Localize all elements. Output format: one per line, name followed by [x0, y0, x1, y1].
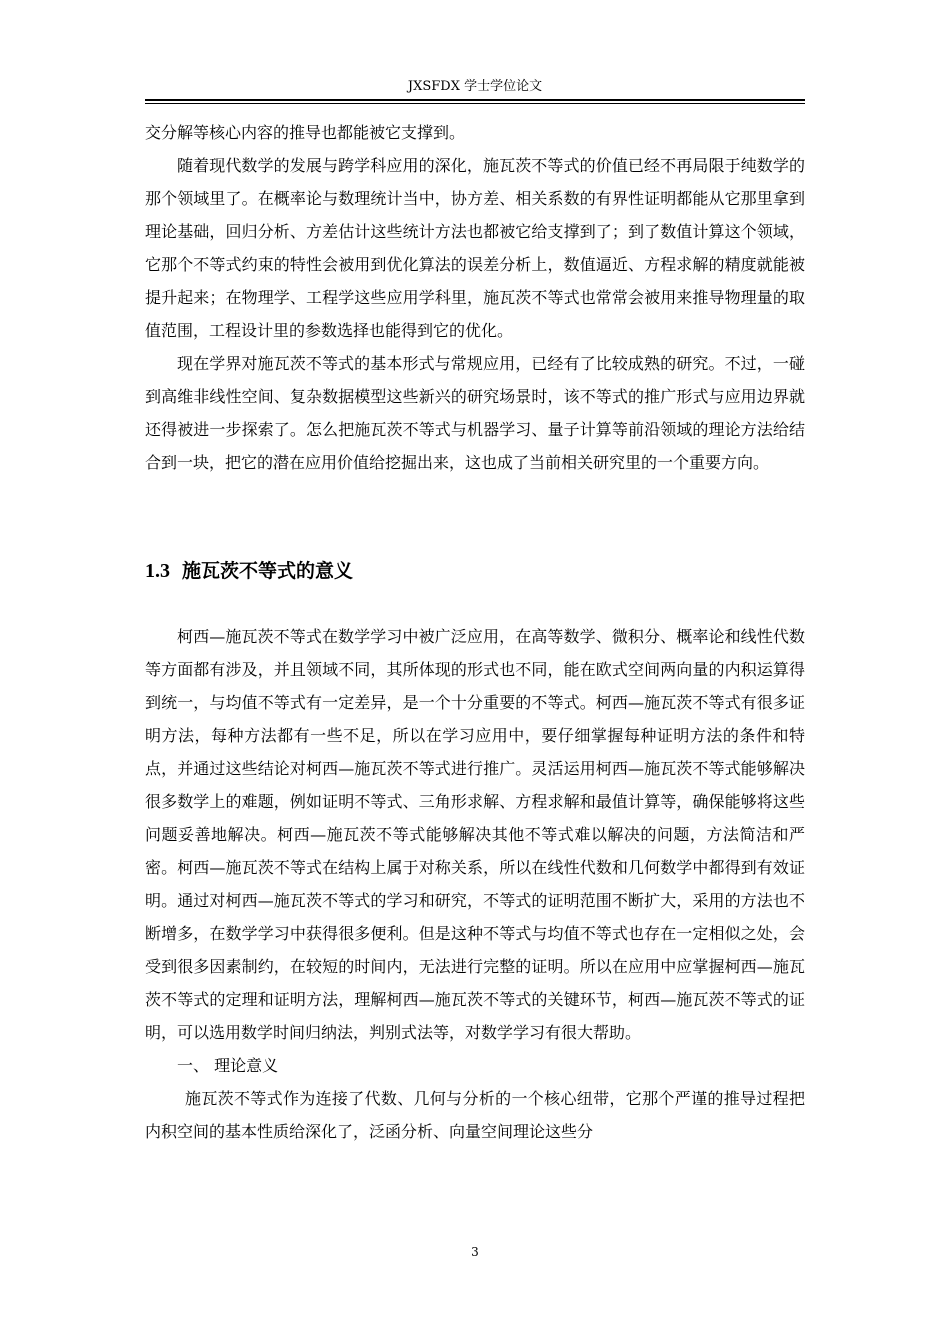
section-title-text: 施瓦茨不等式的意义 — [182, 560, 354, 582]
bottom-text-block — [145, 620, 805, 1148]
page-number: 3 — [471, 1245, 479, 1259]
section-heading — [145, 556, 805, 586]
page-header: JXSFDX 学士学位论文 — [407, 79, 543, 94]
paragraph: 随着现代数学的发展与跨学科应用的深化，施瓦茨不等式的价值已经不再局限于纯数学的那个领域里了。在概率论与数理统计当中，协方差、相关系数的有界性证明都能从它那里拿到理论基础，回归分析、方差估计这些统计方法也都被它给支撑到了；到了数值计算这个领域，它那个不等式约束的特性会被用到优化算法的误差分析上，数值逼近、方程求解的精度就能被提升起来；在物理学、工程学这些应用学科里，施瓦茨不等式也常常会被用来推导物理量的取值范围，工程设计里的参数选择也能得到它的优化。 — [145, 156, 805, 340]
paragraph: 施瓦茨不等式作为连接了代数、几何与分析的一个核心纽带，它那个严谨的推导过程把内积空间的基本性质给深化了，泛函分析、向量空间理论这些分 — [145, 1089, 805, 1141]
paragraph: 现在学界对施瓦茨不等式的基本形式与常规应用，已经有了比较成熟的研究。不过，一碰到高维非线性空间、复杂数据模型这些新兴的研究场景时，该不等式的推广形式与应用边界就还得被进一步探索了。怎么把施瓦茨不等式与机器学习、量子计算等前沿领域的理论方法给结合到一块，把它的潜在应用价值给挖掘出来，这也成了当前相关研究里的一个重要方向。 — [145, 354, 805, 472]
subheading: 一、 理论意义 — [177, 1056, 279, 1075]
header-rule-thin — [145, 103, 805, 104]
paragraph: 柯西—施瓦茨不等式在数学学习中被广泛应用，在高等数学、微积分、概率论和线性代数等方面都有涉及，并且领域不同，其所体现的形式也不同，能在欧式空间两向量的内积运算得到统一，与均值不等式有一定差异，是一个十分重要的不等式。柯西—施瓦茨不等式有很多证明方法，每种方法都有一些不足，所以在学习应用中，要仔细掌握每种证明方法的条件和特点，并通过这些结论对柯西—施瓦茨不等式进行推广。灵活运用柯西—施瓦茨不等式能够解决很多数学上的难题，例如证明不等式、三角形求解、方程求解和最值计算等，确保能够将这些问题妥善地解决。柯西—施瓦茨不等式能够解决其他不等式难以解决的问题，方法简洁和严密。柯西—施瓦茨不等式在结构上属于对称关系，所以在线性代数和几何数学中都得到有效证明。通过对柯西—施瓦茨不等式的学习和研究，不等式的证明范围不断扩大，采用的方法也不断增多，在数学学习中获得很多便利。但是这种不等式与均值不等式也存在一定相似之处，会受到很多因素制约，在较短的时间内，无法进行完整的证明。所以在应用中应掌握柯西—施瓦茨不等式的定理和证明方法，理解柯西—施瓦茨不等式的关键环节，柯西—施瓦茨不等式的证明，可以选用数学时间归纳法，判别式法等，对数学学习有很大帮助。 — [145, 627, 805, 1042]
continuation-paragraph: 交分解等核心内容的推导也都能被它支撑到。 — [145, 123, 466, 142]
top-text-block — [145, 116, 805, 479]
section-number: 1.3 — [145, 560, 170, 582]
header-rule-thick — [145, 99, 805, 101]
